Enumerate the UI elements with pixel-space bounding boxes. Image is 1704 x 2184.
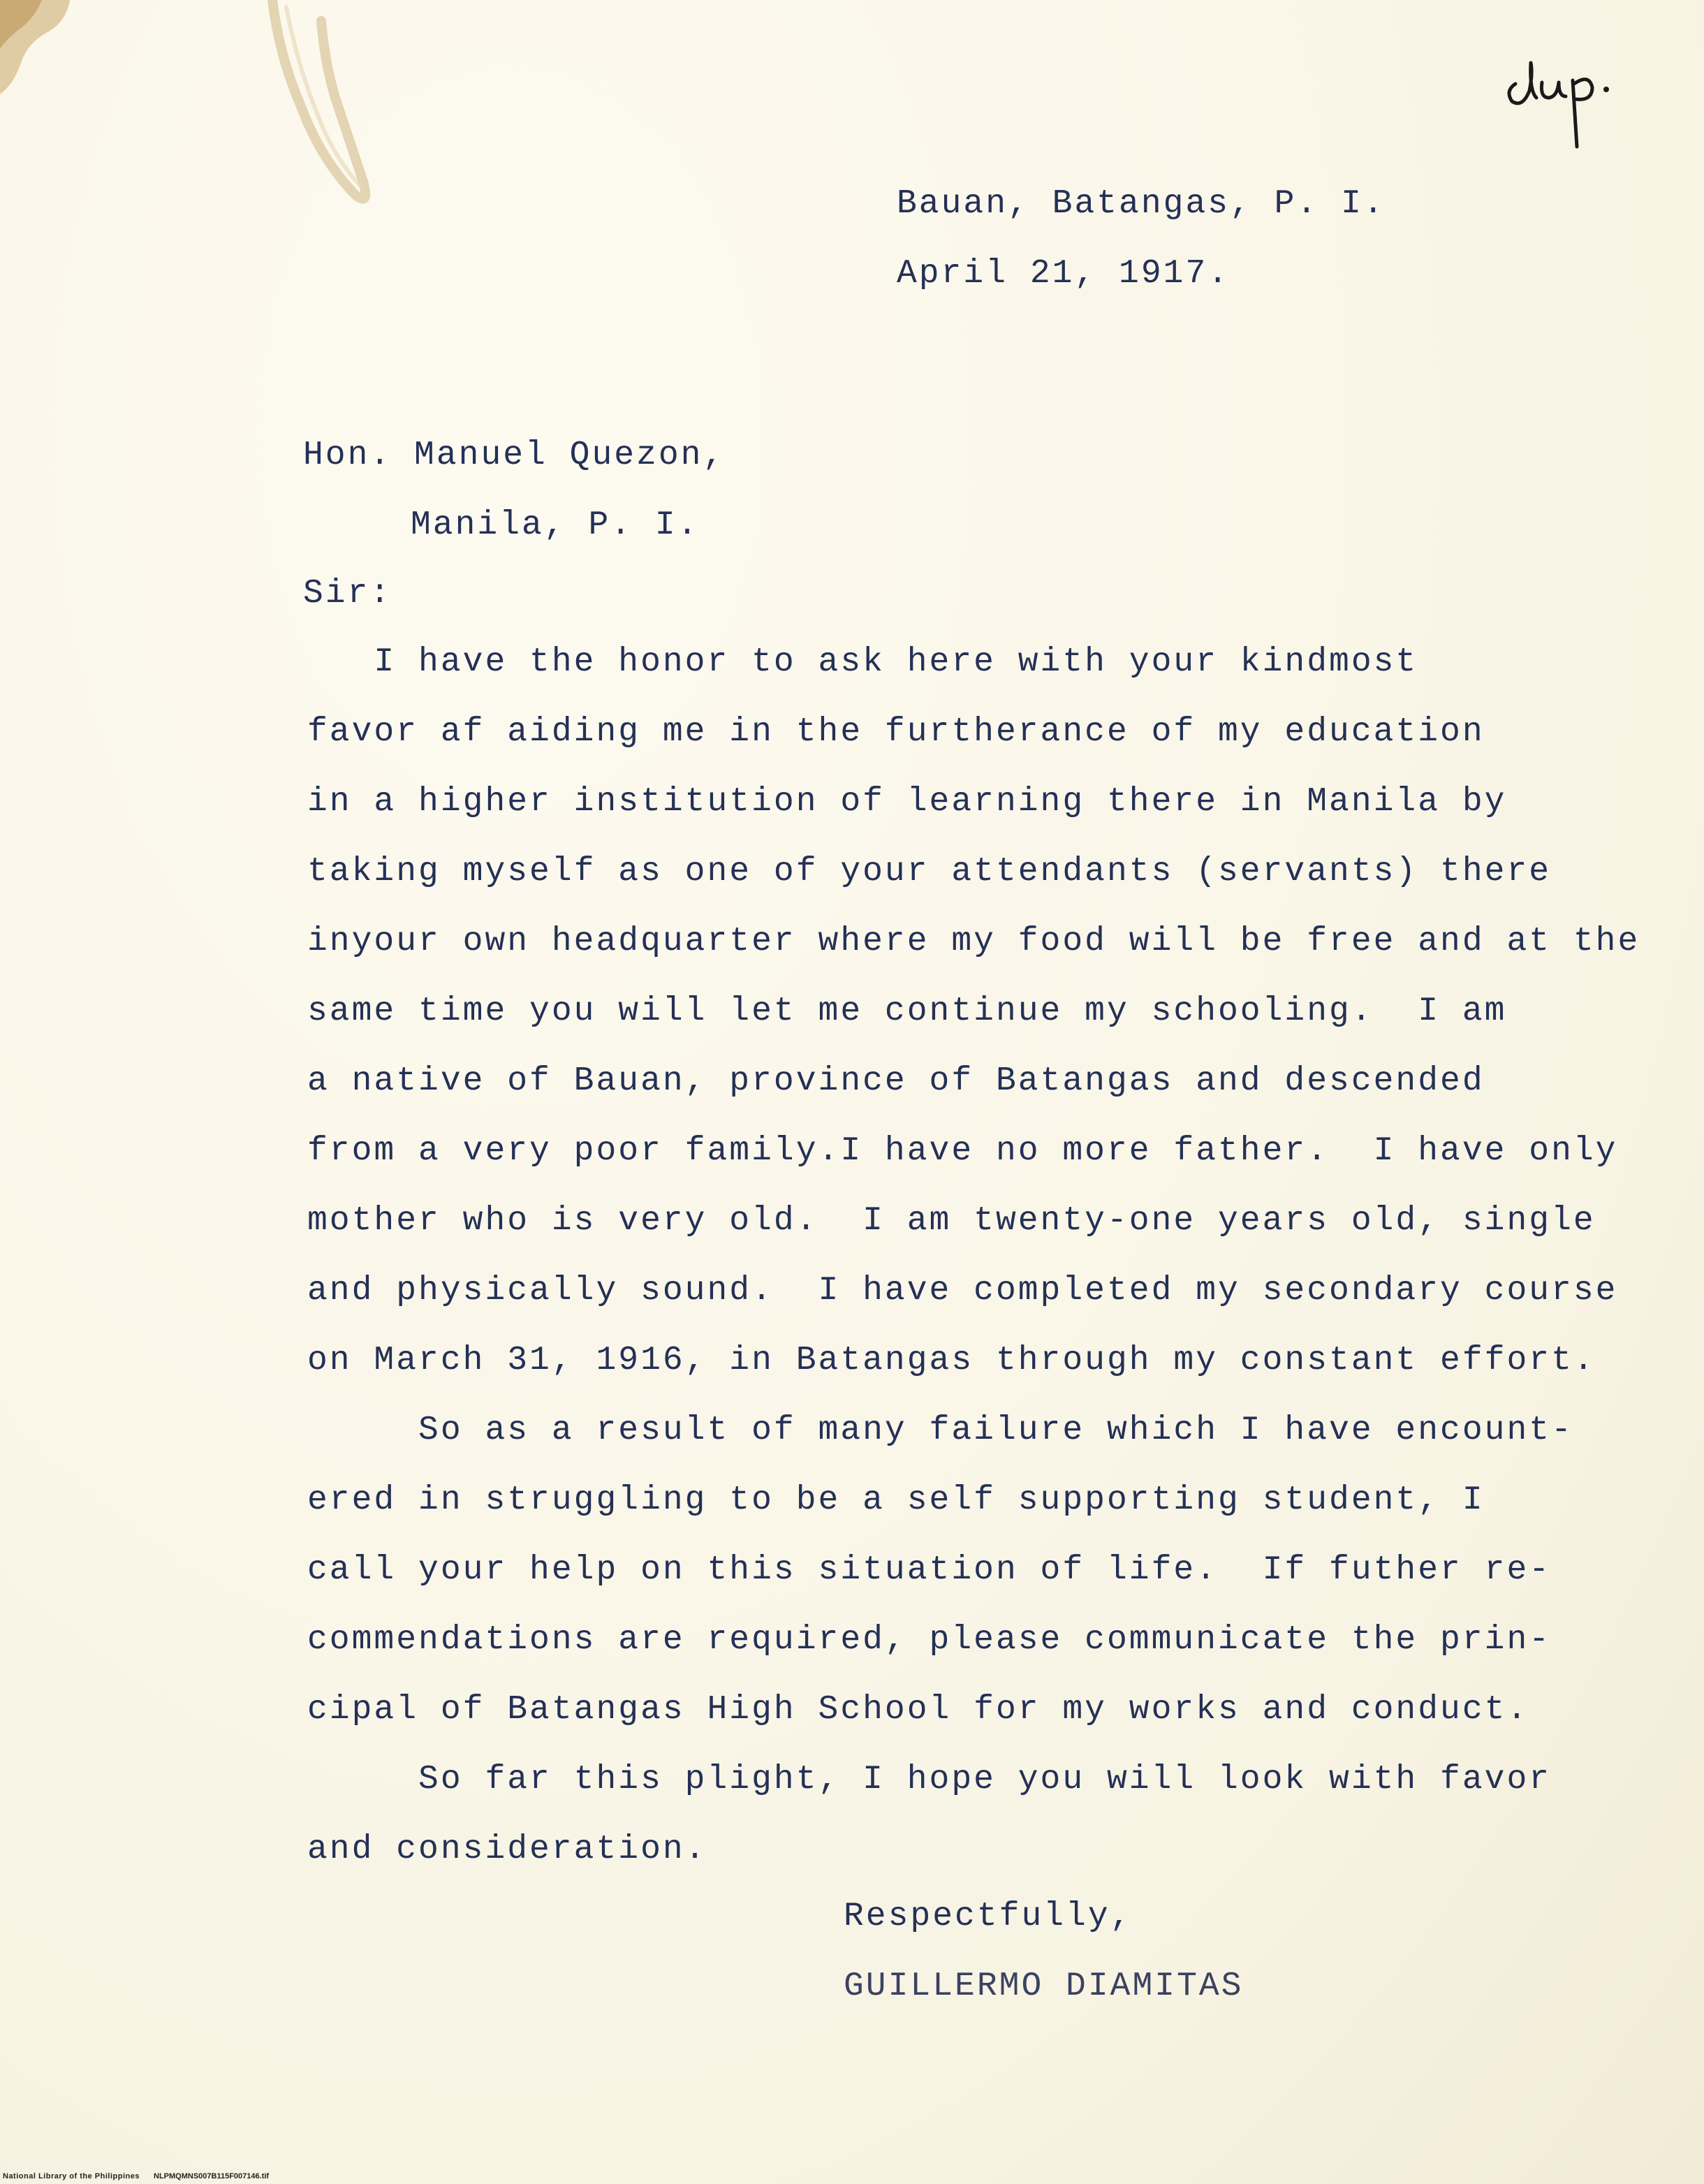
body-line: So as a result of many failure which I have encount- bbox=[307, 1412, 1573, 1449]
body-line: in a higher institution of learning there in Manila by bbox=[307, 783, 1507, 821]
body-line: and consideration. bbox=[307, 1831, 707, 1868]
closing: Respectfully, bbox=[844, 1898, 1133, 1935]
body-line: same time you will let me continue my schooling. I am bbox=[307, 992, 1507, 1030]
body-line: taking myself as one of your attendants (servants) there bbox=[307, 853, 1552, 891]
body-line: on March 31, 1916, in Batangas through my constant effort. bbox=[307, 1342, 1596, 1379]
body-line: So far this plight, I hope you will look with favor bbox=[307, 1761, 1552, 1798]
water-stain bbox=[0, 0, 77, 98]
body-line: inyour own headquarter where my food will be free and at the bbox=[307, 923, 1640, 960]
letter-date: April 21, 1917. bbox=[897, 255, 1231, 293]
body-line: cipal of Batangas High School for my works and conduct. bbox=[307, 1691, 1529, 1729]
paper-clip-mark bbox=[258, 0, 384, 210]
body-line: commendations are required, please communicate the prin- bbox=[307, 1621, 1552, 1659]
footer-file-id: NLPMQMNS007B115F007146.tif bbox=[154, 2172, 270, 2181]
letter-place: Bauan, Batangas, P. I. bbox=[897, 185, 1386, 223]
body-line: call your help on this situation of life. If futher re- bbox=[307, 1551, 1552, 1589]
salutation: Sir: bbox=[303, 575, 392, 613]
body-line: ered in struggling to be a self supporting student, I bbox=[307, 1481, 1485, 1519]
body-line: and physically sound. I have completed my secondary course bbox=[307, 1272, 1618, 1310]
recipient-name: Hon. Manuel Quezon, bbox=[303, 437, 726, 474]
signature: GUILLERMO DIAMITAS bbox=[844, 1967, 1244, 2005]
body-line: a native of Bauan, province of Batangas and descended bbox=[307, 1062, 1485, 1100]
body-line: I have the honor to ask here with your kindmost bbox=[307, 643, 1418, 681]
footer-library: National Library of the Philippines bbox=[3, 2172, 140, 2181]
recipient-city: Manila, P. I. bbox=[411, 506, 700, 544]
body-line: from a very poor family.I have no more father. I have only bbox=[307, 1132, 1618, 1170]
handwritten-dup-note bbox=[1501, 49, 1641, 161]
body-line: mother who is very old. I am twenty-one years old, single bbox=[307, 1202, 1596, 1240]
body-line: favor af aiding me in the furtherance of my education bbox=[307, 713, 1485, 751]
